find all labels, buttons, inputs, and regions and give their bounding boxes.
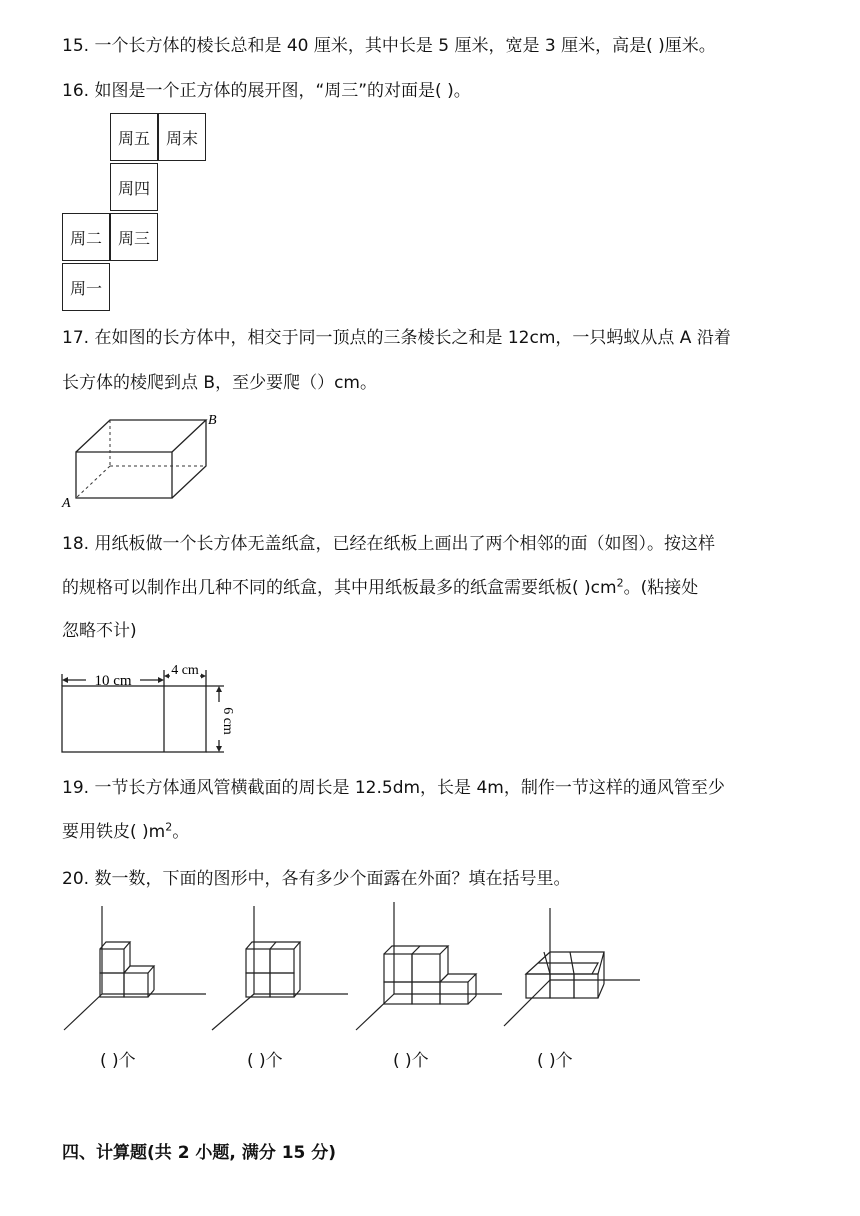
- answer-blank-4[interactable]: ( )个: [537, 1051, 573, 1071]
- superscript-2: 2: [165, 820, 173, 834]
- question-19-line2-text: 要用铁皮( )m: [62, 822, 166, 842]
- cube-net-figure: [62, 113, 212, 313]
- height-label: 6 cm: [220, 707, 235, 735]
- cuboid-figure: [60, 410, 230, 510]
- answer-blank-3[interactable]: ( )个: [393, 1051, 429, 1071]
- question-18-line1: 18. 用纸板做一个长方体无盖纸盒，已经在纸板上画出了两个相邻的面（如图）。按这样: [62, 534, 715, 554]
- net-cell-thu: 周四: [110, 163, 158, 211]
- superscript-2: 2: [616, 576, 624, 590]
- net-cell-wed: 周三: [110, 213, 158, 261]
- question-20: 20. 数一数，下面的图形中，各有多少个面露在外面？填在括号里。: [62, 869, 571, 889]
- question-18-line2: [62, 576, 698, 600]
- cube-stack-figure-3: [352, 900, 507, 1035]
- question-18-line2-tail: 。(粘接处: [623, 578, 699, 598]
- answer-blank-1[interactable]: ( )个: [100, 1051, 136, 1071]
- question-19-line1: 19. 一节长方体通风管横截面的周长是 12.5dm，长是 4m，制作一节这样的通风管至少: [62, 778, 725, 798]
- question-17-line1: 17. 在如图的长方体中，相交于同一顶点的三条棱长之和是 12cm，一只蚂蚁从点 A 沿着: [62, 328, 731, 348]
- point-b-label: B: [208, 413, 217, 428]
- board-figure: [58, 660, 233, 756]
- net-cell-weekend: 周末: [158, 113, 206, 161]
- width-label: 4 cm: [171, 663, 199, 678]
- question-19-line2: [62, 820, 189, 844]
- answer-blank-2[interactable]: ( )个: [247, 1051, 283, 1071]
- cube-stack-figure-4: [500, 900, 645, 1035]
- question-15: 15. 一个长方体的棱长总和是 40 厘米，其中长是 5 厘米，宽是 3 厘米，高是( )厘米。: [62, 36, 716, 56]
- question-19-line2-tail: 。: [172, 822, 190, 842]
- question-17-line2: 长方体的棱爬到点 B，至少要爬（）cm。: [62, 373, 377, 393]
- question-18-line3: 忽略不计): [62, 621, 137, 641]
- question-16: 16. 如图是一个正方体的展开图，“周三”的对面是( )。: [62, 81, 471, 101]
- net-cell-fri: 周五: [110, 113, 158, 161]
- cube-stack-figure-2: [208, 900, 358, 1035]
- section-heading: 四、计算题(共 2 小题, 满分 15 分): [62, 1143, 337, 1163]
- cube-stack-figure-1: [60, 900, 210, 1035]
- length-label: 10 cm: [94, 673, 132, 689]
- question-18-line2-text: 的规格可以制作出几种不同的纸盒，其中用纸板最多的纸盒需要纸板( )cm: [62, 578, 617, 598]
- net-cell-mon: 周一: [62, 263, 110, 311]
- net-cell-tue: 周二: [62, 213, 110, 261]
- point-a-label: A: [62, 496, 71, 511]
